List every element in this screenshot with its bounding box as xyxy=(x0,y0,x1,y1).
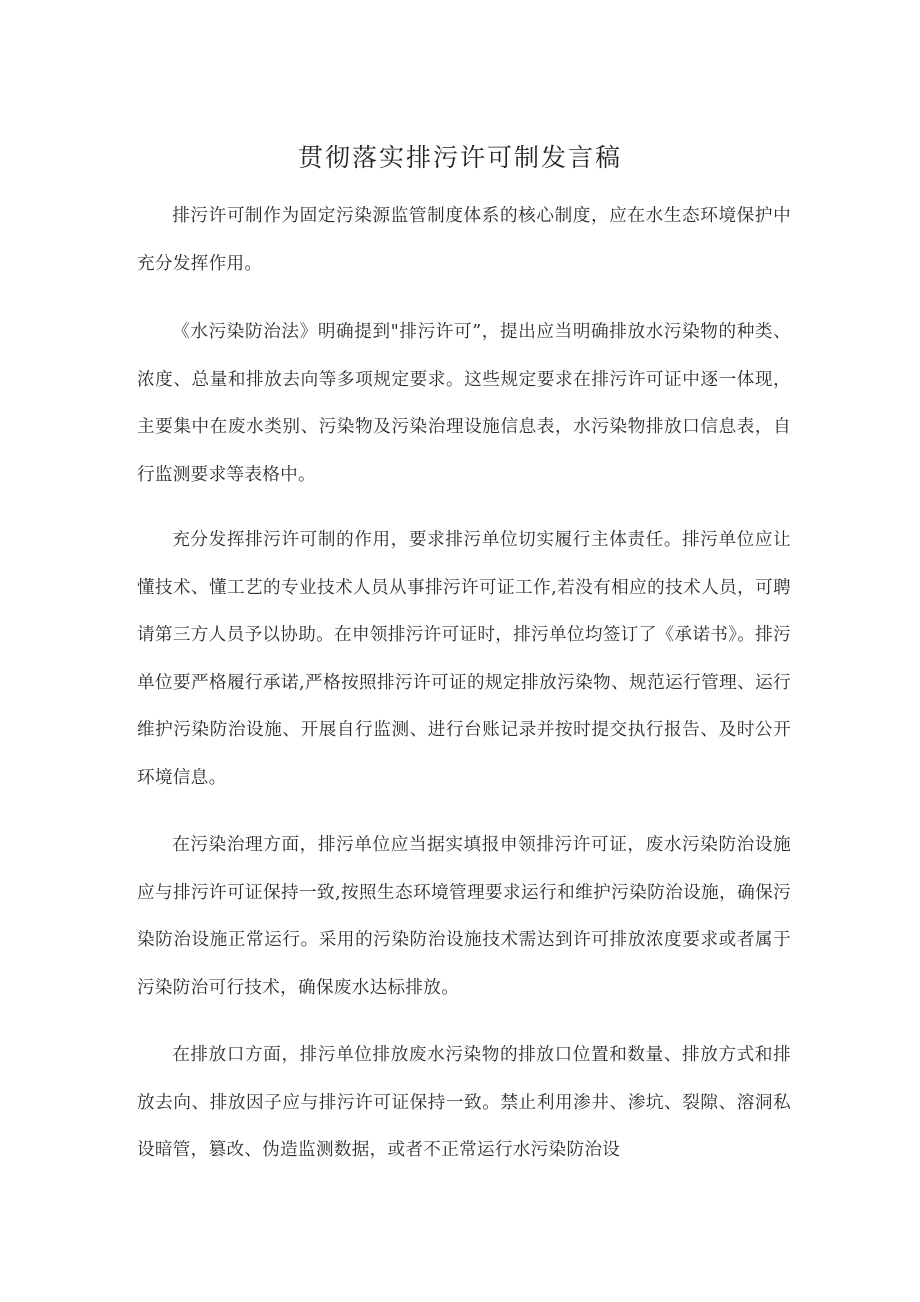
paragraph-3: 充分发挥排污许可制的作用，要求排污单位切实履行主体责任。排污单位应让懂技术、懂工艺的专业技术人员从事排污许可证工作,若没有相应的技术人员，可聘请第三方人员予以协助。在申领排污许可证时，排污单位均签订了《承诺书》。排污单位要严格履行承诺,严格按照排污许可证的规定排放污染物、规范运行管理、运行维护污染防治设施、开展自行监测、进行台账记录并按时提交执行报告、及时公开环境信息。 xyxy=(137,530,791,788)
paragraph-2: 《水污染防治法》明确提到"排污许可”，提出应当明确排放水污染物的种类、浓度、总量和排放去向等多项规定要求。这些规定要求在排污许可证中逐一体现，主要集中在废水类别、污染物及污染治理设施信息表，水污染物排放口信息表，自行监测要求等表格中。 xyxy=(137,322,791,485)
paragraph-5: 在排放口方面，排污单位排放废水污染物的排放口位置和数量、排放方式和排放去向、排放因子应与排污许可证保持一致。禁止利用渗井、渗坑、裂隙、溶洞私设暗管，篡改、伪造监测数据，或者不正常运行水污染防治设 xyxy=(137,1045,791,1160)
paragraph-1: 排污许可制作为固定污染源监管制度体系的核心制度，应在水生态环境保护中充分发挥作用。 xyxy=(137,206,791,274)
paragraph-4: 在污染治理方面，排污单位应当据实填报申领排污许可证，废水污染防治设施应与排污许可证保持一致,按照生态环境管理要求运行和维护污染防治设施，确保污染防治设施正常运行。采用的污染防治设施技术需达到许可排放浓度要求或者属于污染防治可行技术，确保废水达标排放。 xyxy=(137,835,791,998)
document-title: 贯彻落实排污许可制发言稿 xyxy=(297,143,622,172)
